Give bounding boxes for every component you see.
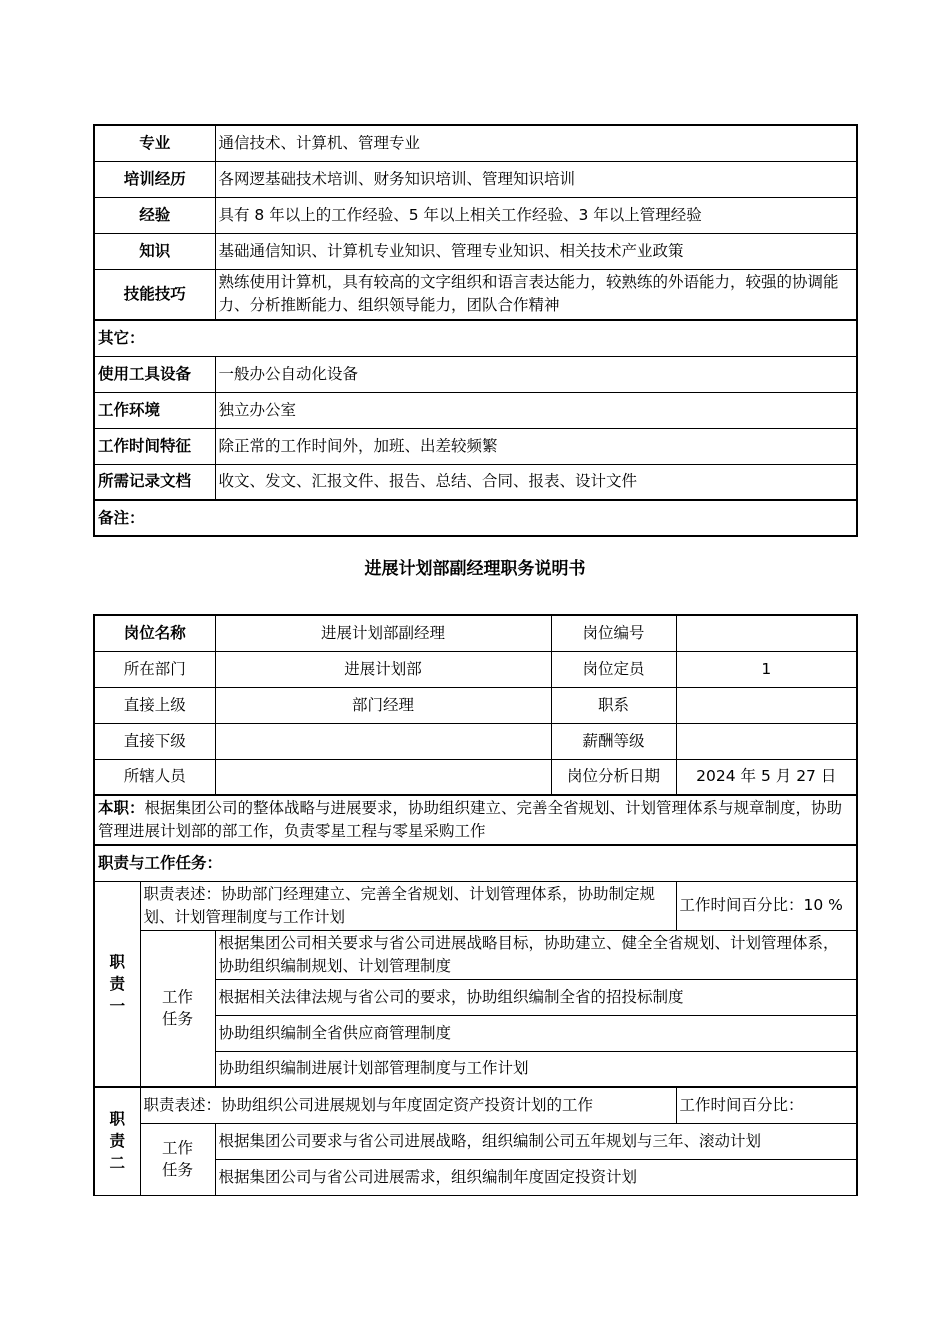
table-row	[94, 687, 857, 723]
duty-1-char: 职	[109, 952, 125, 971]
headcount-label: 岗位定员	[551, 651, 676, 687]
task-label-line: 工作	[162, 988, 194, 1007]
task-label-line: 任务	[162, 1161, 194, 1179]
duty-1-task: 根据相关法律法规与省公司的要求，协助组织编制全省的招投标制度	[215, 979, 857, 1015]
table-row	[94, 723, 857, 759]
experience-value: 具有 8 年以上的工作经验、5 年以上相关工作经验、3 年以上管理经验	[215, 197, 857, 233]
analysis-date-value: 2024 年 5 月 27 日	[676, 759, 857, 795]
training-label: 培训经历	[94, 161, 215, 197]
skills-value: 熟练使用计算机，具有较高的文字组织和语言表达能力，较熟练的外语能力，较强的协调能力、分析推断能力、组织领导能力，团队合作精神	[215, 269, 857, 320]
documents-label: 所需记录文档	[94, 464, 215, 500]
experience-label: 经验	[94, 197, 215, 233]
job-family-label: 职系	[551, 687, 676, 723]
duty-1-label	[94, 881, 140, 1087]
duty-2-task: 根据集团公司与省公司进展需求，组织编制年度固定投资计划	[215, 1159, 857, 1195]
supervisor-label: 直接上级	[94, 687, 215, 723]
table-row	[94, 428, 857, 464]
table-row	[94, 269, 857, 320]
core-duty-label: 本职：	[98, 799, 145, 817]
duty-1-task: 协助组织编制全省供应商管理制度	[215, 1015, 857, 1051]
work-time-label: 工作时间特征	[94, 428, 215, 464]
task-label-line: 任务	[162, 1010, 194, 1029]
duty-2-label	[94, 1087, 140, 1195]
department-label: 所在部门	[94, 651, 215, 687]
duty-1-task-label	[140, 930, 215, 1087]
core-duty	[94, 795, 857, 845]
table-row	[94, 356, 857, 392]
pay-grade-value	[676, 723, 857, 759]
table-row	[94, 320, 857, 356]
analysis-date-label: 岗位分析日期	[551, 759, 676, 795]
subordinate-value	[215, 723, 551, 759]
supervisor-value: 部门经理	[215, 687, 551, 723]
duty-1-char: 责	[109, 974, 125, 993]
tools-value: 一般办公自动化设备	[215, 356, 857, 392]
duty-2-description: 职责表述：协助组织公司进展规划与年度固定资产投资计划的工作	[140, 1087, 676, 1123]
training-value: 各网逻基础技术培训、财务知识培训、管理知识培训	[215, 161, 857, 197]
duty-2-char: 二	[109, 1154, 125, 1173]
page-title: 进展计划部副经理职务说明书	[364, 559, 586, 579]
position-number-label: 岗位编号	[551, 615, 676, 651]
table-row	[94, 845, 857, 881]
requirements-table	[93, 124, 858, 537]
duty-1-task: 根据集团公司相关要求与省公司进展战略目标，协助建立、健全全省规划、计划管理体系，协助组织编制规划、计划管理制度	[215, 930, 857, 979]
duty-2-task: 根据集团公司要求与省公司进展战略，组织编制公司五年规划与三年、滚动计划	[215, 1123, 857, 1159]
major-label: 专业	[94, 125, 215, 161]
subordinate-label: 直接下级	[94, 723, 215, 759]
table-row	[94, 1087, 857, 1123]
notes-header: 备注：	[94, 500, 857, 536]
core-duty-text: 根据集团公司的整体战略与进展要求，协助组织建立、完善全省规划、计划管理体系与规章制度，协助管理进展计划部的部工作，负责零星工程与零星采购工作	[98, 799, 843, 840]
table-row	[94, 795, 857, 845]
job-description-table	[93, 614, 858, 1196]
duty-1-description: 职责表述：协助部门经理建立、完善全省规划、计划管理体系，协助制定规划、计划管理制度与工作计划	[140, 881, 676, 930]
staff-label: 所辖人员	[94, 759, 215, 795]
staff-value	[215, 759, 551, 795]
table-row	[94, 464, 857, 500]
table-row	[94, 161, 857, 197]
table-row	[94, 759, 857, 795]
table-row	[94, 500, 857, 536]
table-row	[94, 651, 857, 687]
duty-2-char: 责	[109, 1132, 125, 1151]
skills-label: 技能技巧	[94, 269, 215, 320]
knowledge-value: 基础通信知识、计算机专业知识、管理专业知识、相关技术产业政策	[215, 233, 857, 269]
duty-2-time-percentage: 工作时间百分比：	[676, 1087, 857, 1123]
table-row	[94, 1123, 857, 1159]
table-row	[94, 930, 857, 979]
other-header: 其它：	[94, 320, 857, 356]
knowledge-label: 知识	[94, 233, 215, 269]
table-row	[94, 125, 857, 161]
table-row	[94, 615, 857, 651]
duty-1-time-percentage: 工作时间百分比：10 %	[676, 881, 857, 930]
task-label-line: 工作	[162, 1139, 194, 1157]
department-value: 进展计划部	[215, 651, 551, 687]
headcount-value: 1	[676, 651, 857, 687]
duty-2-char: 职	[109, 1110, 125, 1129]
position-name-label: 岗位名称	[94, 615, 215, 651]
tools-label: 使用工具设备	[94, 356, 215, 392]
documents-value: 收文、发文、汇报文件、报告、总结、合同、报表、设计文件	[215, 464, 857, 500]
environment-value: 独立办公室	[215, 392, 857, 428]
duty-1-char: 一	[109, 996, 125, 1015]
table-row	[94, 233, 857, 269]
environment-label: 工作环境	[94, 392, 215, 428]
major-value: 通信技术、计算机、管理专业	[215, 125, 857, 161]
position-name-value: 进展计划部副经理	[215, 615, 551, 651]
duty-1-task: 协助组织编制进展计划部管理制度与工作计划	[215, 1051, 857, 1087]
table-row	[94, 881, 857, 930]
duty-2-task-label	[140, 1123, 215, 1195]
work-time-value: 除正常的工作时间外，加班、出差较频繁	[215, 428, 857, 464]
position-number-value	[676, 615, 857, 651]
pay-grade-label: 薪酬等级	[551, 723, 676, 759]
tasks-header: 职责与工作任务：	[94, 845, 857, 881]
table-row	[94, 197, 857, 233]
job-family-value	[676, 687, 857, 723]
table-row	[94, 392, 857, 428]
